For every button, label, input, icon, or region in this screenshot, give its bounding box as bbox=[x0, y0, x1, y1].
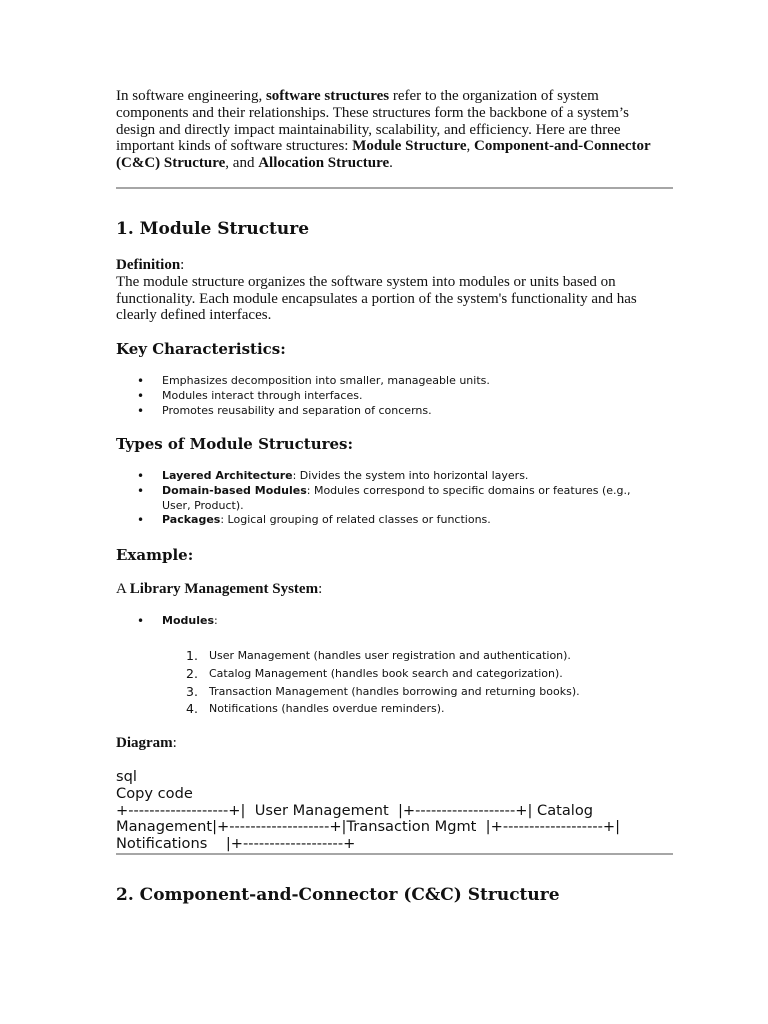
list-item bbox=[116, 614, 636, 629]
code-line: Notifications |+-------------------+ bbox=[116, 835, 356, 853]
example-prefix: A bbox=[116, 581, 130, 597]
key-characteristics-list bbox=[116, 374, 636, 418]
list-item: • Promotes reusability and separation of concerns. bbox=[116, 404, 636, 419]
example-line bbox=[116, 581, 656, 598]
intro-text-1: In software engineering, bbox=[116, 88, 266, 104]
list-item: • Emphasizes decomposition into smaller, manageable units. bbox=[116, 374, 636, 389]
types-heading: Types of Module Structures: bbox=[116, 435, 354, 453]
key-characteristics-heading: Key Characteristics: bbox=[116, 340, 286, 358]
list-item bbox=[116, 484, 636, 514]
intro-paragraph bbox=[116, 88, 656, 172]
type-desc: : Logical grouping of related classes or functions. bbox=[220, 513, 491, 527]
intro-text-3: , bbox=[466, 138, 474, 155]
code-language: sql bbox=[116, 768, 137, 785]
divider bbox=[116, 187, 673, 189]
list-number: 4. bbox=[186, 701, 198, 717]
list-item bbox=[116, 513, 636, 528]
modules-label: Modules bbox=[162, 614, 214, 627]
list-item bbox=[116, 700, 636, 718]
type-name: Domain-based Modules bbox=[162, 483, 307, 497]
definition-label: Definition bbox=[116, 257, 181, 273]
list-item: • Modules interact through interfaces. bbox=[116, 389, 636, 404]
modules-colon: : bbox=[214, 614, 218, 627]
diagram-code-block bbox=[116, 769, 676, 853]
module-text: Transaction Management (handles borrowing and returning books). bbox=[209, 684, 580, 698]
intro-text-2: refer to the organization of system components and their relationships. These structures form the backbone of a system’s design and directly impact maintainability, scalability, and efficiency. Here are three important kinds of software structures: bbox=[116, 88, 629, 155]
modules-list bbox=[116, 647, 636, 718]
example-heading: Example: bbox=[116, 546, 194, 564]
section-2-title: 2. Component-and-Connector (C&C) Structure bbox=[116, 885, 560, 905]
list-number: 3. bbox=[186, 683, 198, 699]
types-list bbox=[116, 469, 636, 528]
code-line: Management|+-------------------+|Transaction Mgmt |+-------------------+| bbox=[116, 818, 621, 836]
list-number: 2. bbox=[186, 665, 198, 681]
type-desc: : Divides the system into horizontal layers. bbox=[292, 469, 529, 482]
intro-bold-software-structures: software structures bbox=[265, 88, 390, 104]
module-text: User Management (handles user registration and authentication). bbox=[209, 649, 571, 662]
intro-text-5: . bbox=[389, 155, 393, 172]
intro-bold-cc-structure: Component-and-Connector (C&C) Structure bbox=[116, 138, 651, 172]
list-item bbox=[116, 647, 636, 665]
type-name: Packages bbox=[162, 513, 221, 527]
divider bbox=[116, 853, 673, 855]
list-item bbox=[116, 469, 636, 484]
diagram-label-line bbox=[116, 735, 656, 752]
intro-bold-allocation-structure: Allocation Structure bbox=[258, 155, 390, 172]
code-line: +-------------------+| User Management |+-------------------+| Catalog bbox=[116, 801, 594, 819]
diagram-colon: : bbox=[172, 735, 177, 751]
diagram-label: Diagram bbox=[116, 735, 173, 751]
list-number: 1. bbox=[186, 648, 198, 663]
modules-bullet bbox=[116, 614, 636, 629]
list-item bbox=[116, 665, 636, 683]
module-text: Notifications (handles overdue reminders). bbox=[209, 702, 445, 716]
list-item bbox=[116, 683, 636, 701]
example-suffix: : bbox=[318, 581, 323, 597]
intro-bold-module-structure: Module Structure bbox=[352, 138, 467, 155]
section-1-title: 1. Module Structure bbox=[116, 219, 310, 239]
type-name: Layered Architecture bbox=[162, 469, 293, 482]
definition-text: The module structure organizes the software system into modules or units based on functionality. Each module encapsulates a portion of the system's functionality and has clearly defined interfaces. bbox=[116, 273, 637, 324]
definition-block bbox=[116, 257, 656, 324]
module-text: Catalog Management (handles book search and categorization). bbox=[209, 666, 563, 680]
intro-text-4: , and bbox=[225, 155, 259, 172]
copy-code-button[interactable]: Copy code bbox=[116, 784, 193, 802]
definition-colon: : bbox=[180, 257, 185, 273]
example-system-name: Library Management System bbox=[129, 581, 319, 597]
type-desc: : Modules correspond to specific domains or features (e.g., User, Product). bbox=[162, 483, 631, 512]
